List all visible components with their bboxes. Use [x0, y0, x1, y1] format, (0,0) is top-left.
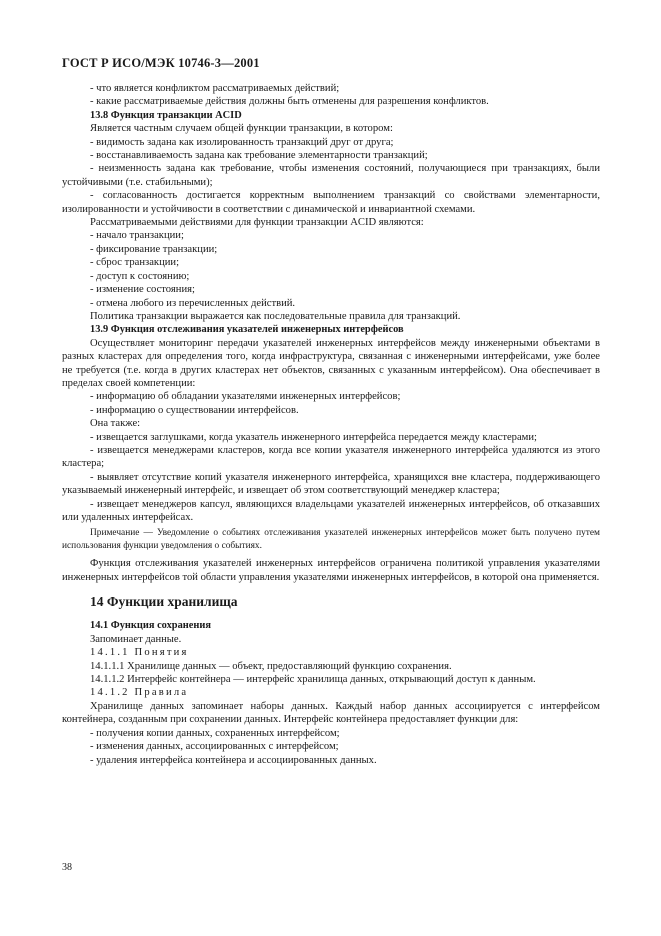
list-item: - изменение состояния;	[90, 284, 195, 296]
list-item: - изменения данных, ассоциированных с интерфейсом;	[90, 741, 339, 753]
list-item: - выявляет отсутствие копий указателя инженерного интерфейса, хранящихся вне кластера, поддерживающего указываемый инженерный интерфейс, и извещает об этом соответствующий менеджер кластера;	[62, 471, 600, 497]
list-item: - информацию об обладании указателями инженерных интерфейсов;	[90, 391, 401, 403]
list-item: - фиксирование транзакции;	[90, 243, 218, 255]
section-heading-14-1: 14.1 Функция сохранения	[90, 620, 211, 632]
page-number: 38	[62, 862, 72, 873]
list-item: - видимость задана как изолированность транзакций друг от друга;	[90, 136, 394, 148]
paragraph: Является частным случаем общей функции транзакции, в котором:	[90, 123, 393, 135]
list-item: - отмена любого из перечисленных действий.	[90, 297, 296, 309]
list-item: - сброс транзакции;	[90, 257, 180, 269]
document-header: ГОСТ Р ИСО/МЭК 10746-3—2001	[62, 56, 260, 70]
list-item: - неизменность задана как требование, чтобы изменения состояний, получающиеся при транзакциях, были устойчивыми (т.е. стабильными);	[62, 163, 600, 188]
paragraph: Функция отслеживания указателей инженерных интерфейсов ограничена политикой управления указателями инженерных интерфейсов той области управления указателями инженерных интерфейсов, в которой она применяется.	[62, 558, 600, 583]
list-item: - согласованность достигается корректным выполнением транзакций со свойствами элементарности, изолированности и устойчивости в соответствии с динамической и инвариантной схемами.	[62, 190, 600, 215]
note: Примечание — Уведомление о событиях отслеживания указателей инженерных интерфейсов может быть получено путем использования функции уведомления о событиях.	[62, 528, 600, 551]
paragraph: Осуществляет мониторинг передачи указателей инженерных интерфейсов между инженерными объектами в разных кластерах для определения того, когда инфраструктура, связанная с инженерными интерфейсами, уже более не требуется (т.е. когда в других кластерах нет объектов, связанных с указанным интерфейсом). Она обеспечивает в пределах своей компетенции:	[62, 337, 600, 389]
list-item: - извещается менеджерами кластеров, когда все копии указателя инженерного интерфейса удаляются из этого кластера;	[62, 444, 600, 470]
definition: 14.1.1.1 Хранилище данных — объект, предоставляющий функцию сохранения.	[90, 660, 452, 672]
list-item: - что является конфликтом рассматриваемых действий;	[90, 83, 340, 94]
list-item: - доступ к состоянию;	[90, 270, 190, 282]
subsection-label: 14.1.2 Правила	[90, 687, 189, 699]
list-item: - какие рассматриваемые действия должны быть отменены для разрешения конфликтов.	[90, 96, 489, 108]
paragraph: Она также:	[90, 418, 141, 430]
list-item: - восстанавливаемость задана как требование элементарности транзакций;	[90, 150, 428, 162]
list-item: - получения копии данных, сохраненных интерфейсом;	[90, 727, 340, 739]
paragraph: Запоминает данные.	[90, 633, 182, 645]
section-heading-14: 14 Функции хранилища	[90, 594, 238, 610]
list-item: - информацию о существовании интерфейсов.	[90, 404, 299, 416]
paragraph: Рассматриваемыми действиями для функции транзакции ACID являются:	[90, 217, 424, 229]
document-body	[62, 82, 600, 767]
section-heading-13-8: 13.8 Функция транзакции ACID	[90, 109, 242, 121]
list-item: - извещает менеджеров капсул, являющихся владельцами указателей инженерных интерфейсов, об отказавших или удаленных интерфейсах.	[62, 498, 600, 523]
list-item: - удаления интерфейса контейнера и ассоциированных данных.	[90, 754, 377, 766]
paragraph: Хранилище данных запоминает наборы данных. Каждый набор данных ассоциируется с интерфейсом контейнера, созданным при сохранении данных. Интерфейс контейнера предоставляет функции для:	[62, 700, 600, 726]
list-item: - извещается заглушками, когда указатель инженерного интерфейса передается между кластерами;	[90, 431, 537, 443]
paragraph: Политика транзакции выражается как последовательные правила для транзакций.	[90, 310, 461, 322]
subsection-label: 14.1.1 Понятия	[90, 647, 189, 659]
section-heading-13-9: 13.9 Функция отслеживания указателей инженерных интерфейсов	[90, 324, 404, 336]
definition: 14.1.1.2 Интерфейс контейнера — интерфейс хранилища данных, открывающий доступ к данным.	[90, 674, 536, 686]
list-item: - начало транзакции;	[90, 230, 184, 242]
